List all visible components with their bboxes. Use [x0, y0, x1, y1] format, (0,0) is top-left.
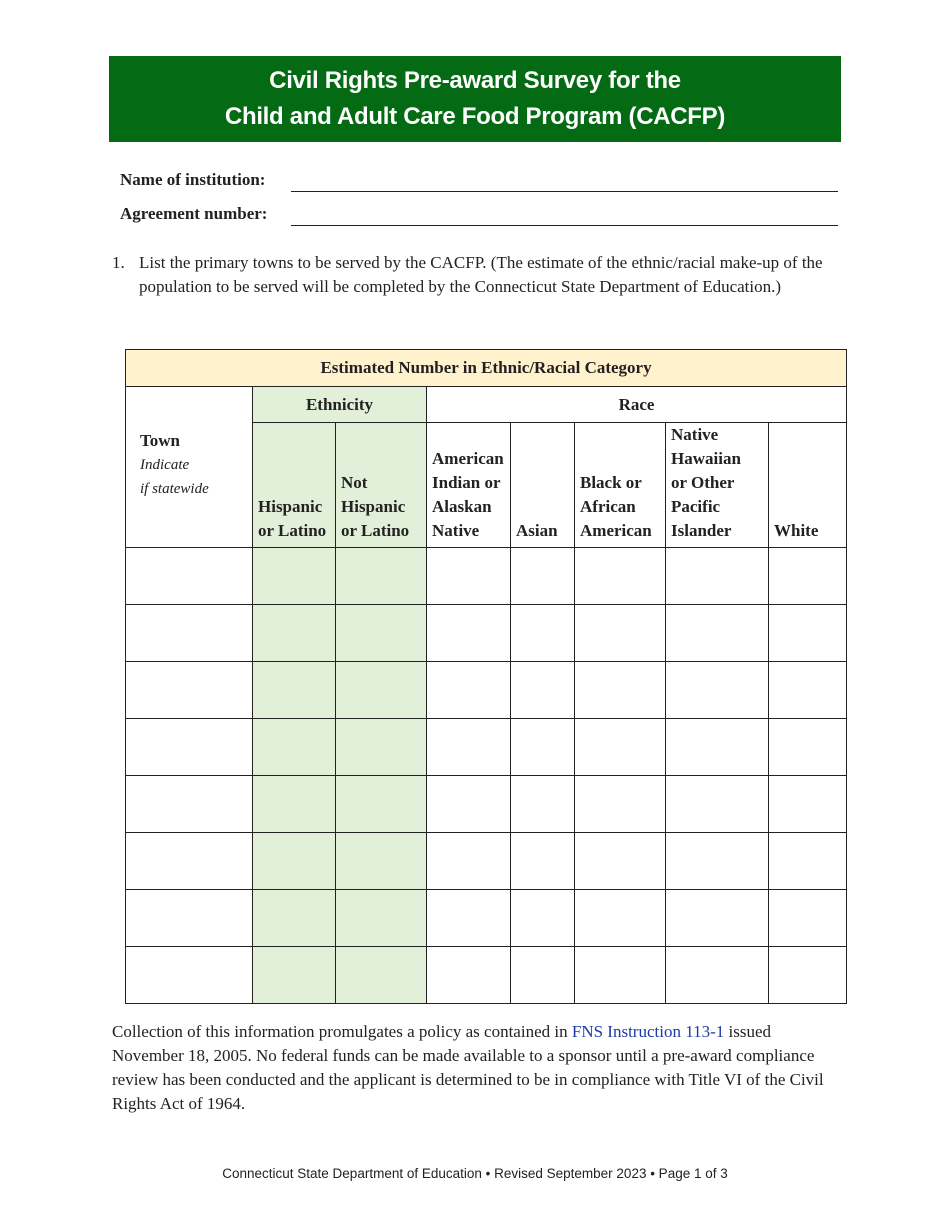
- count-entry-cell[interactable]: [336, 833, 427, 890]
- count-entry-cell[interactable]: [769, 662, 847, 719]
- count-entry-cell[interactable]: [769, 947, 847, 1004]
- col-american-indian: American Indian or Alaskan Native: [427, 423, 511, 548]
- count-entry-cell[interactable]: [253, 719, 336, 776]
- count-entry-cell[interactable]: [666, 833, 769, 890]
- count-entry-cell[interactable]: [575, 662, 666, 719]
- count-entry-cell[interactable]: [511, 833, 575, 890]
- town-entry-cell[interactable]: [126, 776, 253, 833]
- count-entry-cell[interactable]: [427, 662, 511, 719]
- count-entry-cell[interactable]: [427, 548, 511, 605]
- count-entry-cell[interactable]: [336, 605, 427, 662]
- count-entry-cell[interactable]: [511, 719, 575, 776]
- question-text: List the primary towns to be served by the CACFP. (The estimate of the ethnic/racial make-up of the population to be served will be completed by the Connecticut State Department of Education.): [139, 253, 823, 296]
- count-entry-cell[interactable]: [253, 776, 336, 833]
- col-black: Black or African American: [575, 423, 666, 548]
- count-entry-cell[interactable]: [253, 548, 336, 605]
- count-entry-cell[interactable]: [427, 947, 511, 1004]
- count-entry-cell[interactable]: [575, 947, 666, 1004]
- town-entry-cell[interactable]: [126, 890, 253, 947]
- institution-label: Name of institution:: [120, 170, 266, 189]
- agreement-label: Agreement number:: [120, 204, 268, 223]
- count-entry-cell[interactable]: [427, 776, 511, 833]
- col-asian: Asian: [511, 423, 575, 548]
- count-entry-cell[interactable]: [769, 776, 847, 833]
- count-entry-cell[interactable]: [511, 776, 575, 833]
- count-entry-cell[interactable]: [575, 605, 666, 662]
- town-entry-cell[interactable]: [126, 662, 253, 719]
- count-entry-cell[interactable]: [253, 605, 336, 662]
- count-entry-cell[interactable]: [769, 719, 847, 776]
- count-entry-cell[interactable]: [666, 947, 769, 1004]
- table-row: [126, 605, 847, 662]
- count-entry-cell[interactable]: [427, 719, 511, 776]
- count-entry-cell[interactable]: [511, 947, 575, 1004]
- count-entry-cell[interactable]: [427, 833, 511, 890]
- count-entry-cell[interactable]: [511, 662, 575, 719]
- fns-instruction-link[interactable]: FNS Instruction 113-1: [571, 1022, 725, 1041]
- count-entry-cell[interactable]: [336, 662, 427, 719]
- town-entry-cell[interactable]: [126, 719, 253, 776]
- form-title-banner: [109, 56, 841, 142]
- count-entry-cell[interactable]: [769, 833, 847, 890]
- col-native-hawaiian: Native Hawaiian or Other Pacific Islander: [666, 423, 769, 548]
- count-entry-cell[interactable]: [253, 662, 336, 719]
- footnote-text-1: Collection of this information promulgates a policy as contained in: [112, 1022, 572, 1041]
- count-entry-cell[interactable]: [769, 548, 847, 605]
- ethnic-racial-table: [125, 349, 847, 1004]
- table-row: [126, 548, 847, 605]
- col-hispanic: Hispanic or Latino: [253, 423, 336, 548]
- count-entry-cell[interactable]: [769, 890, 847, 947]
- town-entry-cell[interactable]: [126, 605, 253, 662]
- form-title-line2: Child and Adult Care Food Program (CACFP): [224, 103, 726, 130]
- count-entry-cell[interactable]: [666, 890, 769, 947]
- table-row: [126, 662, 847, 719]
- count-entry-cell[interactable]: [336, 776, 427, 833]
- count-entry-cell[interactable]: [769, 605, 847, 662]
- count-entry-cell[interactable]: [253, 890, 336, 947]
- count-entry-cell[interactable]: [427, 605, 511, 662]
- table-row: [126, 947, 847, 1004]
- col-not-hispanic: Not Hispanic or Latino: [336, 423, 427, 548]
- form-title-line1: Civil Rights Pre-award Survey for the: [269, 67, 681, 94]
- count-entry-cell[interactable]: [666, 719, 769, 776]
- count-entry-cell[interactable]: [511, 548, 575, 605]
- count-entry-cell[interactable]: [336, 890, 427, 947]
- count-entry-cell[interactable]: [336, 548, 427, 605]
- count-entry-cell[interactable]: [575, 719, 666, 776]
- table-row: [126, 776, 847, 833]
- count-entry-cell[interactable]: [253, 833, 336, 890]
- count-entry-cell[interactable]: [666, 605, 769, 662]
- town-entry-cell[interactable]: [126, 947, 253, 1004]
- count-entry-cell[interactable]: [666, 776, 769, 833]
- table-row: [126, 833, 847, 890]
- count-entry-cell[interactable]: [575, 776, 666, 833]
- institution-field[interactable]: [291, 191, 838, 192]
- count-entry-cell[interactable]: [666, 662, 769, 719]
- table-header: Estimated Number in Ethnic/Racial Category: [126, 350, 847, 387]
- town-entry-cell[interactable]: [126, 833, 253, 890]
- town-label: Town: [140, 431, 181, 450]
- town-header: [126, 387, 253, 548]
- page-footer: Connecticut State Department of Education • Revised September 2023 • Page 1 of 3: [222, 1166, 728, 1181]
- race-header: Race: [427, 387, 847, 423]
- town-entry-cell[interactable]: [126, 548, 253, 605]
- count-entry-cell[interactable]: [575, 890, 666, 947]
- ethnicity-header: Ethnicity: [253, 387, 427, 423]
- count-entry-cell[interactable]: [253, 947, 336, 1004]
- count-entry-cell[interactable]: [336, 719, 427, 776]
- count-entry-cell[interactable]: [427, 890, 511, 947]
- policy-footnote: [112, 1020, 837, 1116]
- table-row: [126, 890, 847, 947]
- count-entry-cell[interactable]: [511, 605, 575, 662]
- col-white: White: [769, 423, 847, 548]
- count-entry-cell[interactable]: [575, 548, 666, 605]
- count-entry-cell[interactable]: [511, 890, 575, 947]
- count-entry-cell[interactable]: [666, 548, 769, 605]
- town-hint-1: Indicate: [140, 457, 190, 473]
- table-row: [126, 719, 847, 776]
- footnote-text-2: issued November 18, 2005. No federal funds can be made available to a sponsor until a pre-award compliance review has been conducted and the applicant is determined to be in compliance with Title VI of the Civil Rights Act of 1964.: [112, 1022, 824, 1113]
- agreement-field[interactable]: [291, 225, 838, 226]
- count-entry-cell[interactable]: [575, 833, 666, 890]
- count-entry-cell[interactable]: [336, 947, 427, 1004]
- town-hint-2: if statewide: [140, 481, 209, 497]
- question-number: 1.: [112, 253, 125, 272]
